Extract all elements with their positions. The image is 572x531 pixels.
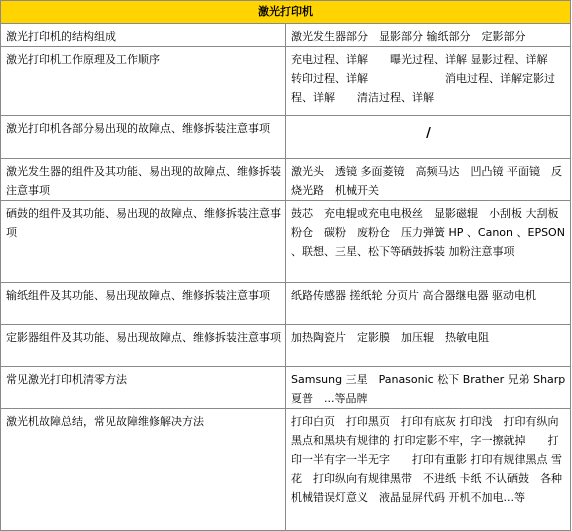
row-label: 激光发生器的组件及其功能、易出现的故障点、维修拆装注意事项 (1, 159, 286, 201)
row-value: 加热陶瓷片 定影膜 加压辊 热敏电阻 (286, 325, 571, 367)
row-label: 激光打印机各部分易出现的故障点、维修拆装注意事项 (1, 116, 286, 159)
row-value: 打印白页 打印黑页 打印有底灰 打印浅 打印有纵向黑点和黑块有规律的 打印定影不牢，字一擦就掉 打印一半有字一半无字 打印有重影 打印有规律黑点 雪花 打印纵向有规律黑带 不进纸 卡纸 不认硒鼓 各种机械错误灯意义 液晶显屏代码 开机不加电...等 (286, 409, 571, 531)
row-label: 输纸组件及其功能、易出现故障点、维修拆装注意事项 (1, 283, 286, 325)
row-value: 鼓芯 充电辊或充电电极丝 显影磁辊 小刮板 大刮板 粉仓 碳粉 废粉仓 压力弹簧 HP 、Canon 、EPSON 、联想、三星、松下等硒鼓拆装 加粉注意事项 (286, 201, 571, 283)
row-value: 激光头 透镜 多面菱镜 高频马达 凹凸镜 平面镜 反烧光路 机械开关 (286, 159, 571, 201)
table-title: 激光打印机 (1, 1, 571, 24)
table-row (1, 283, 571, 325)
row-value: 纸路传感器 搓纸轮 分页片 高合器继电器 驱动电机 (286, 283, 571, 325)
title-row (1, 1, 571, 24)
row-label: 激光打印机的结构组成 (1, 24, 286, 47)
table-row (1, 201, 571, 283)
table-row (1, 47, 571, 116)
row-label: 定影器组件及其功能、易出现故障点、维修拆装注意事项 (1, 325, 286, 367)
row-value: 激光发生器部分 显影部分 输纸部分 定影部分 (286, 24, 571, 47)
row-label: 激光打印机工作原理及工作顺序 (1, 47, 286, 116)
row-label: 硒鼓的组件及其功能、易出现的故障点、维修拆装注意事项 (1, 201, 286, 283)
table-row (1, 409, 571, 531)
row-label: 常见激光打印机清零方法 (1, 367, 286, 409)
row-value: Samsung 三星 Panasonic 松下 Brather 兄弟 Sharp 夏普 ...等品牌 (286, 367, 571, 409)
table-row (1, 116, 571, 159)
table-row (1, 325, 571, 367)
row-value: 充电过程、详解 曝光过程、详解 显影过程、详解 转印过程、详解 消电过程、详解定影过程、详解 清洁过程、详解 (286, 47, 571, 116)
table-row (1, 159, 571, 201)
row-label: 激光机故障总结，常见故障维修解决方法 (1, 409, 286, 531)
table-row (1, 367, 571, 409)
table-row (1, 24, 571, 47)
row-value: / (286, 116, 571, 159)
